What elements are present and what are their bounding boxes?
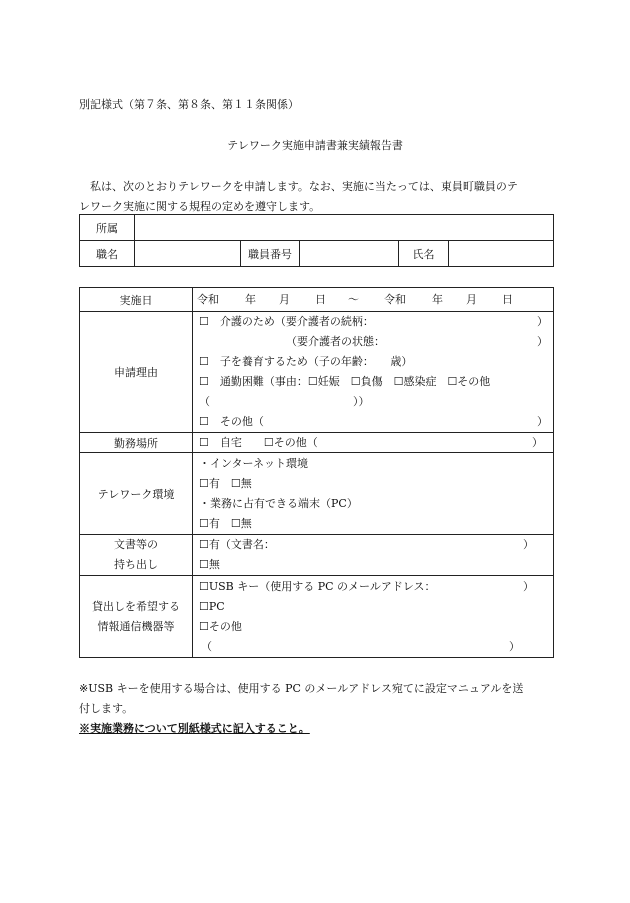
affiliation-label: 所属 xyxy=(80,215,135,241)
environment-internet: ・インターネット環境 xyxy=(199,456,309,470)
affiliation-field[interactable] xyxy=(135,215,554,241)
form-title: テレワーク実施申請書兼実績報告書 xyxy=(227,139,403,152)
documents-yes[interactable]: ☐有（文書名： ） xyxy=(199,538,534,551)
environment-label: テレワーク環境 xyxy=(80,453,193,535)
reason-field xyxy=(193,312,554,433)
position-field[interactable] xyxy=(135,241,241,267)
name-field[interactable] xyxy=(449,241,554,267)
reason-commute[interactable]: ☐ 通勤困難（事由：☐妊娠 ☐負傷 ☐感染症 ☐その他 xyxy=(199,375,491,388)
usb-note-line2: 付します。 xyxy=(79,702,134,715)
name-label: 氏名 xyxy=(399,241,449,267)
date-row xyxy=(80,288,554,312)
date-field[interactable] xyxy=(193,288,554,312)
equipment-usb[interactable]: ☐USB キー（使用する PC のメールアドレス： ） xyxy=(199,579,534,593)
workplace-row xyxy=(80,433,554,453)
reason-child[interactable]: ☐ 子を養育するため（子の年齢： 歳） xyxy=(199,355,413,368)
equipment-row xyxy=(80,576,554,658)
documents-field xyxy=(193,535,554,576)
documents-row xyxy=(80,535,554,576)
date-year-end: 年 xyxy=(432,292,443,306)
business-note: ※実施業務について別紙様式に記入すること。 xyxy=(79,722,310,735)
workplace-label: 勤務場所 xyxy=(80,433,193,453)
position-label: 職名 xyxy=(80,241,135,267)
documents-no[interactable]: ☐無 xyxy=(199,558,220,571)
staff-number-field[interactable] xyxy=(300,241,399,267)
reason-row xyxy=(80,312,554,433)
reason-other[interactable]: ☐ その他（ ） xyxy=(199,415,548,428)
equipment-other-detail[interactable]: （ ） xyxy=(201,639,520,653)
date-day-start: 日 xyxy=(315,292,326,306)
usb-note-line1: ※USB キーを使用する場合は、使用する PC のメールアドレス宛てに設定マニュアルを送 xyxy=(79,682,524,695)
affiliation-row xyxy=(80,215,554,241)
reason-label: 申請理由 xyxy=(80,312,193,433)
environment-row xyxy=(80,453,554,535)
intro-text-line1: 私は、次のとおりテレワークを申請します。なお、実施に当たっては、東員町職員のテ xyxy=(90,180,518,193)
reason-care[interactable]: ☐ 介護のため（要介護者の続柄： ） xyxy=(199,315,548,328)
date-era-start: 令和 xyxy=(197,292,219,306)
applicant-table xyxy=(79,214,554,267)
documents-label: 文書等の 持ち出し xyxy=(80,535,193,576)
workplace-field[interactable]: ☐ 自宅 ☐その他（ ） xyxy=(193,433,554,453)
environment-device-options[interactable]: ☐有 ☐無 xyxy=(199,516,252,530)
equipment-label: 貸出しを希望する 情報通信機器等 xyxy=(80,576,193,658)
environment-internet-options[interactable]: ☐有 ☐無 xyxy=(199,476,252,490)
equipment-pc[interactable]: ☐PC xyxy=(199,599,225,613)
staff-row xyxy=(80,241,554,267)
equipment-field xyxy=(193,576,554,658)
date-month-end: 月 xyxy=(466,292,477,306)
details-table xyxy=(79,287,554,658)
date-year-start: 年 xyxy=(245,292,256,306)
environment-device: ・業務に占有できる端末（PC） xyxy=(199,496,358,510)
environment-field xyxy=(193,453,554,535)
reason-care-state[interactable]: （要介護者の状態： ） xyxy=(286,335,548,348)
equipment-other[interactable]: ☐その他 xyxy=(199,619,242,633)
intro-text-line2: レワーク実施に関する規程の定めを遵守します。 xyxy=(79,200,321,213)
staff-number-label: 職員番号 xyxy=(241,241,300,267)
date-month-start: 月 xyxy=(279,292,290,306)
date-label: 実施日 xyxy=(80,288,193,312)
date-day-end: 日 xyxy=(502,292,513,306)
reason-commute-detail[interactable]: （ ）） xyxy=(199,395,370,408)
date-era-end: 令和 xyxy=(384,292,406,306)
form-reference: 別記様式（第７条、第８条、第１１条関係） xyxy=(79,98,299,111)
date-tilde: ～ xyxy=(348,292,359,306)
